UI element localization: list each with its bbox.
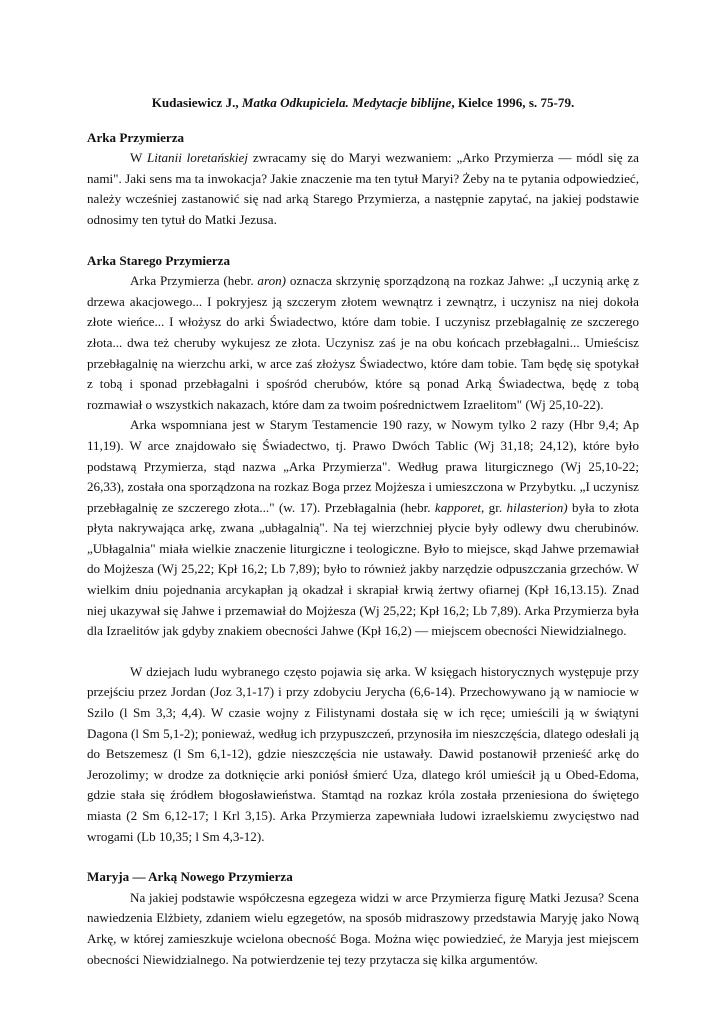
paragraph-text: zwracamy się do Maryi wezwaniem: „Arko Przymierza — módl się za nami". Jaki sens ma ta inwokacja? Jakie znaczenie ma ten tytuł Maryi? Żeby na te pytania odpowiedzieć, należy wcześniej zastanowić się nad arką Starego Przymierza, a następnie zapytać, na jakiej podstawie odnosimy ten tytuł do Matki Jezusa. <box>87 150 639 227</box>
paragraph-text: oznacza skrzynię sporządzoną na rozkaz Jahwe: „I uczynią arkę z drzewa akacjowego... I pokryjesz ją szczerym złotem wewnątrz i zewnątrz, i uczynisz na niej dokoła złote wieńce... I włożysz do arki Świadectwo, które dam tobie. I uczynisz przebłagalnię ze szczerego złota... dwa też cheruby wykujesz ze złota. Uczynisz zaś je na obu końcach przebłagalni... Umieścisz przebłagalnię na wierzchu arki, w arce zaś złożysz Świadectwo, które dam tobie. Tam będę się spotykał z tobą i sponad przebłagalni i spośród cherubów, które są ponad Arką Świadectwa, będę z tobą rozmawiał o wszystkich nakazach, które dam za twoim pośrednictwem Izraelitom" (Wj 25,10-22). <box>87 273 639 412</box>
paragraph <box>87 148 639 230</box>
paragraph <box>87 415 639 642</box>
paragraph: W dziejach ludu wybranego często pojawia się arka. W księgach historycznych występuje przy przejściu przez Jordan (Joz 3,1-17) i przy zdobyciu Jerycha (6,6-14). Przechowywano ją w namiocie w Szilo (l Sm 3,3; 4,4). W czasie wojny z Filistynami dostała się w ich ręce; umieścili ją w świątyni Dagona (l Sm 5,1-2); ponieważ, według ich przypuszczeń, przynosiła im nieszczęścia, dlatego odesłali ją do Betszemesz (l Sm 6,1-12), gdzie nieszczęścia nie ustawały. Dawid postanowił przenieść arkę do Jerozolimy; w drodze za dotknięcie arki poniósł śmierć Uza, dlatego król umieścił ją u Obed-Edoma, gdzie stała się źródłem błogosławieństwa. Stamtąd na rozkaz króla została przeniesiona do świętego miasta (2 Sm 6,12-17; l Krl 3,15). Arka Przymierza zapewniała ludowi izraelskiemu zwycięstwo nad wrogami (Lb 10,35; l Sm 4,3-12). <box>87 663 639 844</box>
paragraph-text: gr. <box>484 499 507 515</box>
paragraph <box>87 271 639 415</box>
emphasis-text: Litanii loretańskiej <box>146 150 249 166</box>
citation-rest: , Kielce 1996, s. 75-79. <box>451 95 575 110</box>
section-gap <box>87 847 639 867</box>
emphasis-text: hilasterion) <box>506 499 568 515</box>
paragraph-text: W <box>130 150 147 166</box>
paragraph-text: była to złota płyta nakrywająca arkę, zwana „ubłagalnią". Na tej wierzchniej płycie były odlewy dwu cherubinów. „Ubłagalnia" miała wielkie znaczenie liturgiczne i teologiczne. Było to miejsce, skąd Jahwe przemawiał do Mojżesza (Wj 25,22; Kpł 16,2; Lb 7,89); było to również jakby narzędzie odpuszczania grzechów. W wielkim dniu pojednania arcykapłan ją okadzał i skrapiał krwią żertwy ofiarnej (Kpł 16,13.15). Znad niej ukazywał się Jahwe i przemawiał do Mojżesza (Wj 25,22; Kpł 16,2; Lb 7,89). Arka Przymierza była dla Izraelitów jak gdyby znakiem obecności Jahwe (Kpł 16,2) — miejscem obecności Niewidzialnego. <box>87 499 639 639</box>
section-heading-arka-starego-przymierza: Arka Starego Przymierza <box>87 252 231 268</box>
paragraph: Na jakiej podstawie współczesna egzegeza widzi w arce Przymierza figurę Matki Jezusa? Scena nawiedzenia Elżbiety, zdaniem wielu egzegetów, na sposób midraszowy przedstawia Maryję jako Nową Arkę, w której zamieszkuje wcielona obecność Boga. Można więc powiedzieć, że Maryja jest miejscem obecności Niewidzialnego. Na potwierdzenie tej tezy przytacza się kilka argumentów. <box>87 889 639 967</box>
citation <box>87 93 639 114</box>
document-page <box>87 93 639 970</box>
section-heading-maryja-nowa-arka: Maryja — Arką Nowego Przymierza <box>87 869 293 885</box>
paragraph-text: Arka Przymierza (hebr. <box>130 273 258 289</box>
citation-author: Kudasiewicz J., <box>151 95 242 110</box>
paragraph-gap <box>87 642 639 662</box>
citation-title: Matka Odkupiciela. Medytacje biblijne <box>241 95 452 110</box>
emphasis-text: kapporet, <box>434 499 485 515</box>
section-heading-arka-przymierza: Arka Przymierza <box>87 129 185 145</box>
paragraph-text: Arka wspomniana jest w Starym Testamencie 190 razy, w Nowym tylko 2 razy (Hbr 9,4; Ap 11,19). W arce znajdowało się Świadectwo, tj. Prawo Dwóch Tablic (Wj 31,18; 24,12), które było podstawą Przymierza, stąd nazwa „Arka Przymierza". Według prawa liturgicznego (Wj 25,10-22; 26,33), została ona sporządzona na rozkaz Boga przez Mojżesza i umieszczona w Przybytku. „I uczynisz przebłagalnię ze szczerego złota..." (w. 17). Przebłagalnia (hebr. <box>87 417 639 515</box>
emphasis-text: aron) <box>257 273 287 289</box>
section-gap <box>87 231 639 251</box>
